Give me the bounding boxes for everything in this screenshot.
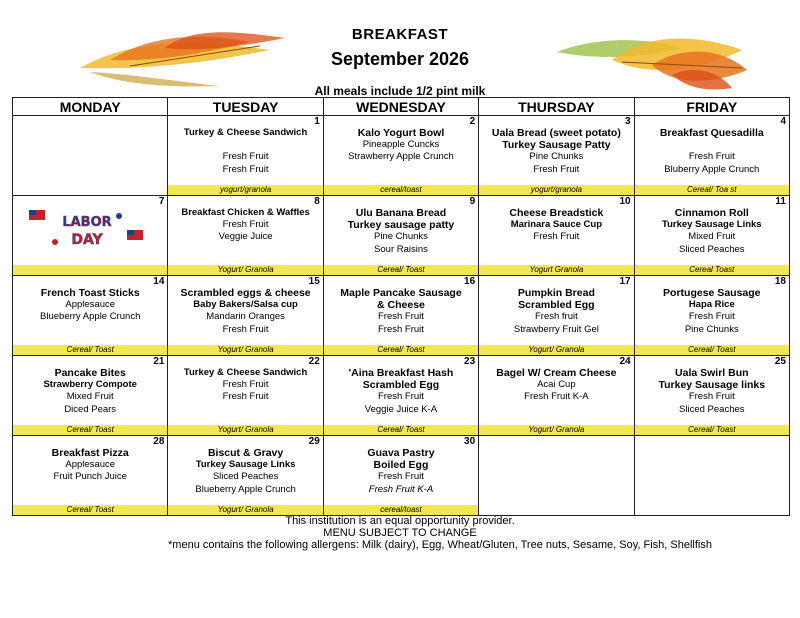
- menu-item: Blueberry Apple Crunch: [40, 311, 141, 323]
- menu-item: Boiled Egg: [373, 459, 429, 472]
- menu-item: Turkey Sausage links: [658, 379, 766, 392]
- date-number: 11: [775, 196, 786, 207]
- side-option-band: Cereal/ Toast: [13, 425, 167, 435]
- day-cell: [479, 276, 634, 356]
- side-option-band: yogurt/granola: [168, 185, 322, 195]
- day-cell: [323, 196, 478, 276]
- menu-items: [479, 196, 633, 244]
- menu-items: [13, 436, 167, 484]
- menu-item: Fresh fruit: [534, 311, 578, 323]
- menu-items: [635, 116, 789, 176]
- menu-items: [324, 356, 478, 416]
- menu-item: Scrambled Egg: [518, 299, 595, 312]
- menu-item: Cheese Breadstick: [509, 207, 604, 219]
- menu-title: BREAKFAST: [351, 26, 449, 43]
- menu-items: [635, 436, 789, 447]
- svg-text:DAY: DAY: [71, 232, 103, 248]
- day-cell-content: [479, 196, 633, 275]
- day-cell: [13, 356, 168, 436]
- side-option-band: Yogurt/ Granola: [168, 265, 322, 275]
- weekday-thursday: THURSDAY: [479, 98, 634, 116]
- date-number: 10: [619, 196, 631, 207]
- side-option-band: Yogurt/ Granola: [168, 505, 322, 515]
- side-option-band: Cereal/ Toast: [13, 345, 167, 355]
- day-cell: [13, 196, 168, 276]
- weekday-wednesday: WEDNESDAY: [323, 98, 478, 116]
- menu-item: Pineapple Cuncks: [362, 139, 440, 151]
- menu-item: Maple Pancake Sausage: [340, 287, 462, 299]
- day-cell-content: [324, 276, 478, 355]
- menu-item: Kalo Yogurt Bowl: [357, 127, 445, 139]
- menu-item: Guava Pastry: [367, 447, 435, 459]
- menu-item: Fresh Fruit: [378, 311, 424, 323]
- menu-item: Fresh Fruit: [222, 323, 269, 335]
- day-cell-content: [635, 276, 789, 355]
- date-number: 15: [308, 276, 320, 287]
- date-number: 21: [153, 356, 165, 367]
- menu-item: Breakfast Chicken & Waffles: [181, 207, 310, 218]
- date-number: 18: [774, 276, 786, 287]
- day-cell-content: [635, 196, 789, 275]
- menu-item: Sliced Peaches: [679, 243, 745, 255]
- date-number: 22: [308, 356, 320, 367]
- menu-item: Scrambled Egg: [362, 379, 440, 392]
- date-number: 14: [153, 276, 165, 287]
- day-cell: [168, 116, 323, 196]
- menu-item: Uala Swirl Bun: [675, 367, 749, 379]
- menu-item: Hapa Rice: [688, 299, 735, 311]
- menu-item: Turkey Sausage Links: [661, 219, 762, 231]
- milk-note: All meals include 1/2 pint milk: [314, 84, 486, 98]
- day-cell: [168, 436, 323, 516]
- side-option-band: Cereal/ Toast: [324, 345, 478, 355]
- menu-items: [635, 196, 789, 256]
- menu-item: Pancake Bites: [54, 367, 126, 379]
- day-cell-content: [13, 436, 167, 515]
- side-option-band: Cereal Toast: [635, 265, 789, 275]
- menu-item: Breakfast Quesadilla: [659, 127, 764, 139]
- menu-item: Fresh Fruit: [378, 471, 424, 483]
- menu-item: Veggie Juice: [218, 231, 273, 243]
- date-number: 2: [469, 116, 476, 127]
- menu-item: Turkey & Cheese Sandwich: [183, 127, 308, 138]
- menu-items: [324, 116, 478, 164]
- menu-item: & Cheese: [377, 299, 425, 312]
- day-cell-content: [13, 116, 167, 195]
- day-cell-content: [13, 196, 167, 275]
- menu-items: [479, 276, 633, 336]
- menu-items: [324, 436, 478, 496]
- menu-item: Turkey & Cheese Sandwich: [183, 367, 308, 378]
- menu-item: [635, 139, 789, 151]
- side-option-band: Cereal/ Toast: [13, 505, 167, 515]
- weekday-tuesday: TUESDAY: [168, 98, 323, 116]
- side-option-band: Cereal/ Toa st: [635, 185, 789, 195]
- week-row: [13, 116, 790, 196]
- menu-item: Fruit Punch Juice: [53, 471, 127, 483]
- weekday-header-row: [13, 98, 790, 116]
- menu-item: Turkey sausage patty: [347, 219, 455, 232]
- side-option-band: yogurt/granola: [479, 185, 633, 195]
- menu-item: Fresh Fruit: [378, 323, 424, 335]
- menu-items: [13, 356, 167, 416]
- menu-item: Pine Chunks: [529, 151, 584, 163]
- week-row: [13, 276, 790, 356]
- menu-items: [479, 436, 633, 447]
- subject-to-change-note: MENU SUBJECT TO CHANGE: [323, 527, 477, 539]
- menu-item: Strawberry Compote: [43, 379, 137, 391]
- side-option-band: Cereal/ Toast: [635, 345, 789, 355]
- menu-item: Biscut & Gravy: [207, 447, 284, 459]
- menu-item: Sour Raisins: [374, 243, 428, 255]
- date-number: 17: [619, 276, 631, 287]
- menu-items: [635, 356, 789, 416]
- svg-text:LABOR: LABOR: [62, 215, 112, 230]
- title-block: [0, 26, 800, 70]
- menu-item: French Toast Sticks: [40, 287, 140, 299]
- weekday-friday: FRIDAY: [634, 98, 789, 116]
- menu-item: Veggie Juice K-A: [364, 403, 438, 415]
- day-cell-content: [13, 356, 167, 435]
- day-cell-content: [479, 116, 633, 195]
- menu-item: Strawberry Apple Crunch: [348, 151, 454, 163]
- date-number: 1: [314, 116, 320, 127]
- menu-item: Sliced Peaches: [679, 403, 745, 415]
- day-cell: [634, 356, 789, 436]
- equal-opportunity-note: This institution is an equal opportunity provider.: [285, 515, 515, 527]
- day-cell: [479, 356, 634, 436]
- menu-item: Pine Chunks: [684, 323, 739, 335]
- menu-item: Mixed Fruit: [66, 391, 114, 403]
- menu-item: Turkey Sausage Links: [195, 459, 296, 471]
- day-cell-content: [479, 356, 633, 435]
- week-row: [13, 356, 790, 436]
- menu-items: [168, 196, 322, 244]
- day-cell: [634, 196, 789, 276]
- menu-items: [168, 276, 322, 336]
- menu-item: Diced Pears: [64, 403, 117, 415]
- day-cell: [13, 116, 168, 196]
- date-number: 30: [464, 436, 476, 447]
- menu-item: Fresh Fruit: [222, 151, 269, 163]
- menu-items: [324, 196, 478, 256]
- day-cell-content: [635, 116, 789, 195]
- menu-item: Turkey Sausage Patty: [502, 139, 611, 152]
- side-option-band: Yogurt/ Granola: [479, 425, 633, 435]
- menu-item: Fresh Fruit K-A: [524, 391, 589, 403]
- side-option-band: Yogurt/ Granola: [168, 345, 322, 355]
- menu-items: [168, 356, 322, 404]
- week-row: [13, 196, 790, 276]
- menu-item: Fresh Fruit K-A: [368, 483, 434, 495]
- side-option-band: Yogurt/ Granola: [479, 345, 633, 355]
- menu-item: Fresh Fruit: [222, 219, 269, 231]
- date-number: 24: [619, 356, 631, 367]
- date-number: 4: [780, 116, 786, 127]
- date-number: 25: [774, 356, 786, 367]
- day-cell: [13, 276, 168, 356]
- day-cell-content: [479, 276, 633, 355]
- menu-items: [635, 276, 789, 336]
- menu-item: Applesauce: [65, 299, 116, 311]
- day-cell: [479, 116, 634, 196]
- date-number: 3: [625, 116, 631, 127]
- side-option-band: Cereal/ Toast: [635, 425, 789, 435]
- menu-item: Portugese Sausage: [663, 287, 761, 299]
- day-cell-content: [168, 356, 322, 435]
- day-cell: [634, 436, 789, 516]
- menu-item: Sliced Peaches: [212, 471, 279, 483]
- menu-items: [324, 276, 478, 336]
- menu-items: [168, 436, 322, 496]
- day-cell-content: [324, 436, 478, 515]
- menu-month: September 2026: [330, 49, 470, 69]
- day-cell: [634, 276, 789, 356]
- menu-item: Mandarin Oranges: [206, 311, 285, 323]
- labor-day-logo: [27, 206, 147, 250]
- menu-item: Baby Bakers/Salsa cup: [193, 299, 298, 311]
- date-number: 29: [308, 436, 320, 447]
- menu-item: Fresh Fruit: [688, 311, 735, 323]
- day-cell: [168, 196, 323, 276]
- menu-item: Fresh Fruit: [222, 391, 269, 403]
- date-number: 16: [464, 276, 476, 287]
- day-cell: [13, 436, 168, 516]
- side-option-band: Cereal/ Toast: [324, 425, 478, 435]
- date-number: 23: [464, 356, 476, 367]
- menu-item: Bagel W/ Cream Cheese: [496, 367, 617, 379]
- menu-item: Applesauce: [65, 459, 116, 471]
- day-cell-content: [168, 276, 322, 355]
- side-option-band: Cereal/ Toast: [324, 265, 478, 275]
- menu-item: Fresh Fruit: [222, 163, 269, 175]
- allergen-note: *menu contains the following allergens: Milk (dairy), Egg, Wheat/Gluten, Tree nuts, Sesame, Soy, Fish, Shellfish: [168, 539, 712, 551]
- menu-item: Fresh Fruit: [688, 151, 735, 163]
- menu-item: Fresh Fruit: [378, 391, 424, 403]
- menu-item: Fresh Fruit: [533, 163, 580, 175]
- menu-item: Acai Cup: [537, 379, 576, 391]
- menu-item: Uala Bread (sweet potato): [491, 127, 621, 139]
- menu-item: Blueberry Apple Crunch: [195, 483, 296, 495]
- menu-item: [168, 139, 322, 151]
- date-number: 28: [153, 436, 165, 447]
- day-cell: [168, 356, 323, 436]
- menu-item: Pine Chunks: [374, 231, 428, 243]
- menu-item: 'Aina Breakfast Hash: [348, 367, 454, 379]
- day-cell-content: [324, 196, 478, 275]
- menu-item: Bluberry Apple Crunch: [664, 163, 760, 175]
- menu-items: [168, 116, 322, 176]
- menu-item: Fresh Fruit: [533, 231, 580, 243]
- side-option-band: [13, 265, 167, 275]
- side-option-band: Yogurt/ Granola: [168, 425, 322, 435]
- day-cell: [479, 196, 634, 276]
- day-cell: [323, 436, 478, 516]
- menu-items: [479, 356, 633, 404]
- date-number: 7: [158, 196, 165, 207]
- footer: [0, 515, 800, 551]
- day-cell: [323, 116, 478, 196]
- menu-item: Pumpkin Bread: [517, 287, 595, 299]
- menu-item: Mixed Fruit: [688, 231, 736, 243]
- date-number: 9: [469, 196, 476, 207]
- day-cell-content: [168, 196, 322, 275]
- menu-item: Fresh Fruit: [222, 379, 269, 391]
- side-option-band: Yogurt Granola: [479, 265, 633, 275]
- day-cell-content: [635, 436, 789, 515]
- day-cell-content: [13, 276, 167, 355]
- day-cell: [323, 356, 478, 436]
- menu-calendar: [12, 97, 790, 516]
- side-option-band: cereal/toast: [324, 505, 478, 515]
- day-cell: [479, 436, 634, 516]
- day-cell-content: [479, 436, 633, 515]
- day-cell-content: [635, 356, 789, 435]
- day-cell: [323, 276, 478, 356]
- date-number: 8: [314, 196, 320, 207]
- day-cell-content: [168, 116, 322, 195]
- menu-item: Fresh Fruit: [688, 391, 735, 403]
- day-cell-content: [324, 116, 478, 195]
- side-option-band: cereal/toast: [324, 185, 478, 195]
- menu-item: Breakfast Pizza: [51, 447, 129, 459]
- menu-item: Ulu Banana Bread: [355, 207, 447, 219]
- menu-items: [13, 276, 167, 324]
- menu-item: Scrambled eggs & cheese: [180, 287, 311, 299]
- week-row: [13, 436, 790, 516]
- menu-item: Cinnamon Roll: [674, 207, 749, 219]
- menu-item: Marinara Sauce Cup: [510, 219, 603, 231]
- weekday-monday: MONDAY: [13, 98, 168, 116]
- day-cell-content: [324, 356, 478, 435]
- menu-items: [479, 116, 633, 176]
- day-cell-content: [168, 436, 322, 515]
- day-cell: [168, 276, 323, 356]
- menu-items: [13, 116, 167, 127]
- menu-item: Strawberry Fruit Gel: [513, 323, 599, 335]
- day-cell: [634, 116, 789, 196]
